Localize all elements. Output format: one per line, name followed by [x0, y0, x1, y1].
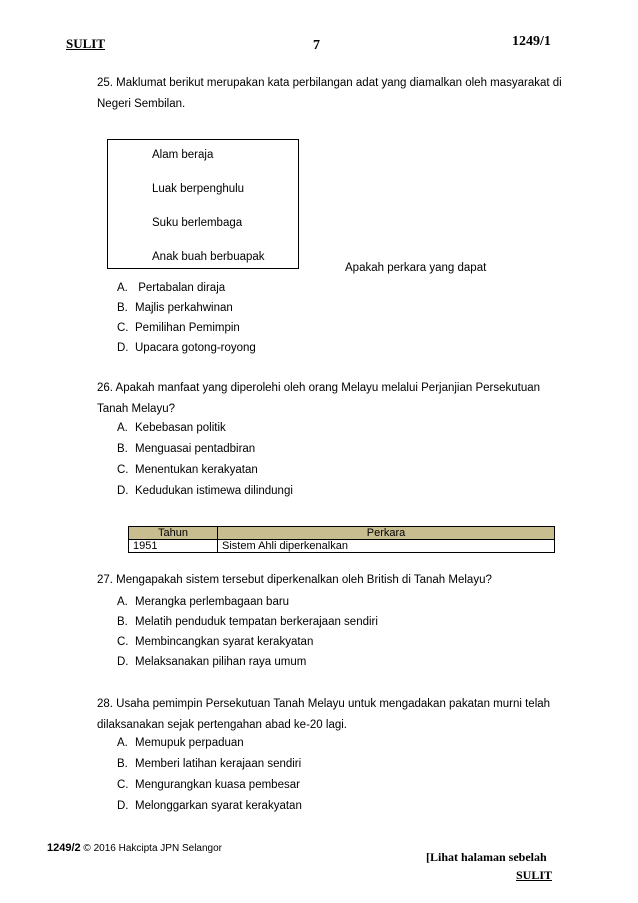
q27-option-b[interactable] — [117, 616, 378, 628]
q25-box-item: Anak buah berbuapak — [152, 251, 265, 263]
table-header: Tahun — [129, 527, 218, 540]
option-text: Upacara gotong-royong — [135, 342, 256, 354]
option-label: D. — [117, 342, 129, 354]
q25-option-a[interactable] — [117, 282, 225, 294]
q25-option-b[interactable] — [117, 302, 233, 314]
q28-option-a[interactable] — [117, 737, 244, 749]
q26-option-c[interactable] — [117, 464, 258, 476]
info-table — [128, 526, 555, 553]
option-label: A. — [117, 422, 128, 434]
option-label: A. — [117, 596, 128, 608]
option-text: Membincangkan syarat kerakyatan — [135, 636, 314, 648]
option-label: D. — [117, 485, 129, 497]
q26-option-a[interactable] — [117, 422, 226, 434]
option-label: D. — [117, 656, 129, 668]
option-text: Memberi latihan kerajaan sendiri — [135, 758, 302, 770]
q25-side-text: Apakah perkara yang dapat — [345, 262, 487, 274]
q25-option-c[interactable] — [117, 322, 240, 334]
option-label: C. — [117, 322, 129, 334]
option-label: B. — [117, 616, 128, 628]
option-text: Menguasai pentadbiran — [135, 443, 256, 455]
header-sulit: SULIT — [66, 36, 106, 51]
option-text: Kebebasan politik — [135, 422, 226, 434]
option-label: A. — [117, 737, 128, 749]
option-label: B. — [117, 302, 128, 314]
q28-option-d[interactable] — [117, 800, 302, 812]
q25-box-item: Alam beraja — [152, 149, 214, 161]
q28-option-b[interactable] — [117, 758, 301, 770]
q25-stem: 25. Maklumat berikut merupakan kata perbilangan adat yang diamalkan oleh masyarakat di Negeri Sembilan. — [97, 77, 562, 110]
q27-option-a[interactable] — [117, 596, 289, 608]
footer-copyright — [47, 842, 222, 854]
option-text: Mengurangkan kuasa pembesar — [135, 779, 300, 791]
option-label: C. — [117, 464, 129, 476]
footer-copyright-text: © 2016 Hakcipta JPN Selangor — [80, 843, 222, 854]
page-number: 7 — [313, 38, 320, 53]
footer-sulit: SULIT — [516, 868, 553, 882]
q27-option-d[interactable] — [117, 656, 306, 668]
q28-stem: 28. Usaha pemimpin Persekutuan Tanah Melayu untuk mengadakan pakatan murni telah dilaksanakan sejak pertengahan abad ke-20 lagi. — [97, 698, 551, 731]
q25-box-item: Suku berlembaga — [152, 217, 243, 229]
q27-stem: 27. Mengapakah sistem tersebut diperkenalkan oleh British di Tanah Melayu? — [97, 574, 492, 586]
option-label: B. — [117, 443, 128, 455]
table-cell: Sistem Ahli diperkenalkan — [218, 540, 555, 553]
q28-option-c[interactable] — [117, 779, 300, 791]
option-label: D. — [117, 800, 129, 812]
table-row — [129, 540, 555, 553]
option-text: Menentukan kerakyatan — [135, 464, 258, 476]
option-text: Kedudukan istimewa dilindungi — [135, 485, 293, 497]
option-text: Pertabalan diraja — [135, 282, 226, 294]
option-text: Majlis perkahwinan — [135, 302, 233, 314]
option-text: Melatih penduduk tempatan berkerajaan sendiri — [135, 616, 378, 628]
option-text: Melaksanakan pilihan raya umum — [135, 656, 307, 668]
option-text: Merangka perlembagaan baru — [135, 596, 290, 608]
table-cell: 1951 — [129, 540, 218, 553]
q26-stem: 26. Apakah manfaat yang diperolehi oleh orang Melayu melalui Perjanjian Persekutuan Tanah Melayu? — [97, 382, 541, 415]
table-header-row — [129, 527, 555, 540]
q25-option-d[interactable] — [117, 342, 256, 354]
option-label: C. — [117, 779, 129, 791]
option-text: Memupuk perpaduan — [135, 737, 244, 749]
q25-box-item: Luak berpenghulu — [152, 183, 245, 195]
footer-next-page: [Lihat halaman sebelah — [426, 850, 547, 864]
q26-option-b[interactable] — [117, 443, 255, 455]
footer-code: 1249/2 — [47, 842, 81, 854]
q26-option-d[interactable] — [117, 485, 293, 497]
option-text: Melonggarkan syarat kerakyatan — [135, 800, 302, 812]
option-label: A. — [117, 282, 128, 294]
option-label: B. — [117, 758, 128, 770]
header-code: 1249/1 — [512, 34, 551, 49]
table-header: Perkara — [218, 527, 555, 540]
option-label: C. — [117, 636, 129, 648]
q27-option-c[interactable] — [117, 636, 313, 648]
option-text: Pemilihan Pemimpin — [135, 322, 240, 334]
